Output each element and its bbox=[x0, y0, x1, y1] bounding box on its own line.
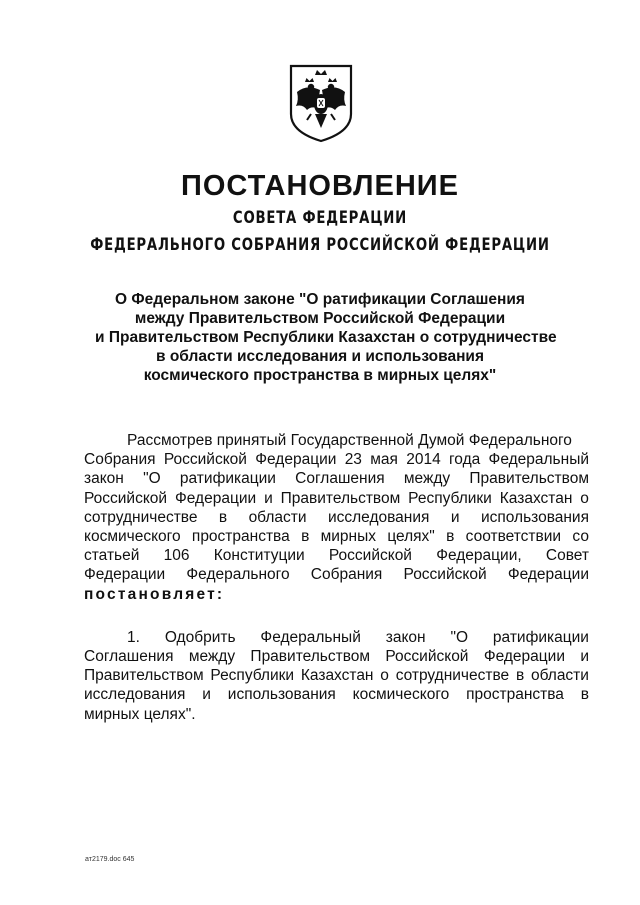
subject-line: в области исследования и использования bbox=[156, 348, 484, 365]
word: 2014 bbox=[406, 451, 441, 469]
body-line bbox=[84, 508, 589, 527]
word: Республики bbox=[408, 489, 492, 507]
body-line bbox=[84, 489, 589, 508]
body-line: Рассмотрев принятый Государственной Думой Федерального bbox=[127, 432, 572, 449]
word: ратификации bbox=[492, 628, 589, 646]
word: мирных bbox=[320, 528, 376, 546]
word: Правительством bbox=[469, 470, 589, 488]
word: космического bbox=[84, 528, 181, 546]
word: и bbox=[450, 508, 460, 526]
word: Федерации bbox=[483, 648, 565, 666]
word: Правительством bbox=[280, 489, 401, 507]
word: Федеральный bbox=[260, 628, 361, 646]
word: Федерации bbox=[174, 489, 257, 507]
word: пространства bbox=[191, 528, 290, 546]
word: сотрудничестве bbox=[84, 508, 198, 526]
word: Одобрить bbox=[164, 628, 236, 646]
word: Соглашения bbox=[84, 648, 174, 666]
word: сотрудничестве bbox=[395, 667, 510, 685]
word: 1. bbox=[127, 628, 140, 646]
issuer-line-1: СОВЕТА ФЕДЕРАЦИИ bbox=[232, 208, 408, 228]
word: Собрания bbox=[310, 566, 383, 584]
body-line bbox=[84, 628, 589, 647]
word: и bbox=[202, 686, 211, 704]
word: в bbox=[580, 686, 589, 704]
word: Совет bbox=[545, 547, 589, 565]
body-line bbox=[84, 666, 589, 685]
document-code: ат2179.doc 645 bbox=[85, 856, 135, 863]
word: использования bbox=[227, 686, 336, 704]
word: исследования bbox=[327, 508, 430, 526]
word: и bbox=[580, 648, 589, 666]
word: со bbox=[572, 528, 589, 546]
word: Российской bbox=[403, 566, 487, 584]
word: между bbox=[188, 648, 236, 666]
body-line bbox=[84, 546, 589, 565]
body-line bbox=[84, 527, 589, 546]
word: Федерации bbox=[84, 566, 166, 584]
paragraph-preamble bbox=[84, 431, 589, 604]
word: в bbox=[301, 528, 310, 546]
word: о bbox=[380, 667, 389, 685]
word: Федерации, bbox=[436, 547, 522, 565]
word: Российской bbox=[84, 489, 168, 507]
word: Казахстан bbox=[300, 667, 374, 685]
body-line: мирных целях". bbox=[84, 705, 196, 723]
subject-line: и Правительством Республики Казахстан о сотрудничестве bbox=[95, 329, 557, 346]
word: соответствии bbox=[465, 528, 562, 546]
word: Конституции bbox=[213, 547, 305, 565]
word: статьей bbox=[84, 547, 140, 565]
word: Республики bbox=[210, 667, 295, 685]
subject-line: О Федеральном законе "О ратификации Соглашения bbox=[115, 291, 525, 308]
document-body bbox=[84, 431, 589, 724]
word: области bbox=[248, 508, 307, 526]
word: между bbox=[403, 470, 451, 488]
word: космического bbox=[352, 686, 450, 704]
body-line bbox=[84, 685, 589, 704]
word: использования bbox=[480, 508, 589, 526]
word: в bbox=[515, 667, 525, 685]
word: "О bbox=[450, 628, 469, 646]
word: Правительством bbox=[84, 667, 204, 685]
word: мая bbox=[370, 451, 398, 469]
word: Российской bbox=[328, 547, 412, 565]
word: 23 bbox=[344, 451, 362, 469]
word: Федеральный bbox=[488, 451, 589, 469]
subject-line: между Правительством Российской Федерации bbox=[134, 310, 506, 327]
word: ратификации bbox=[179, 470, 276, 488]
body-line bbox=[84, 647, 589, 666]
word: Российской bbox=[385, 648, 469, 666]
word: года bbox=[448, 451, 481, 469]
word: Российской bbox=[163, 451, 247, 469]
word: Федерального bbox=[186, 566, 290, 584]
word: Федерации bbox=[255, 451, 337, 469]
word: в bbox=[218, 508, 228, 526]
word: Казахстан bbox=[499, 489, 573, 507]
document-type-title: ПОСТАНОВЛЕНИЕ bbox=[181, 170, 459, 202]
word: целях" bbox=[387, 528, 435, 546]
word: закон bbox=[385, 628, 426, 646]
document-subject bbox=[95, 290, 557, 385]
paragraph-resolution-item-1 bbox=[84, 628, 589, 724]
word: о bbox=[580, 489, 589, 507]
issuer-line-2: ФЕДЕРАЛЬНОГО СОБРАНИЯ РОССИЙСКОЙ ФЕДЕРАЦИИ bbox=[90, 235, 550, 255]
word: в bbox=[446, 528, 455, 546]
word: пространства bbox=[466, 686, 564, 704]
body-line bbox=[84, 565, 589, 584]
word: Соглашения bbox=[295, 470, 385, 488]
word: и bbox=[264, 489, 273, 507]
body-line bbox=[84, 469, 589, 488]
word: исследования bbox=[84, 686, 186, 704]
resolves-word: постановляет: bbox=[84, 585, 225, 603]
word: области bbox=[530, 667, 589, 685]
word: 106 bbox=[163, 547, 190, 565]
word: закон bbox=[84, 470, 124, 488]
subject-line: космического пространства в мирных целях" bbox=[143, 367, 497, 384]
word: Собрания bbox=[84, 451, 156, 469]
word: Правительством bbox=[250, 648, 371, 666]
body-line bbox=[84, 450, 589, 469]
coat-of-arms-icon bbox=[287, 62, 355, 144]
word: Федерации bbox=[507, 566, 589, 584]
word: "О bbox=[143, 470, 161, 488]
